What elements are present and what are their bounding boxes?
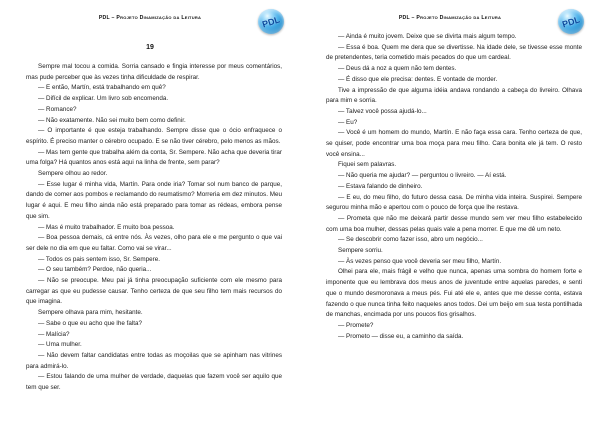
paragraph: — Prometa que não me deixará partir desse mundo sem ver meu filho estabelecido com uma boa mulher, dessas pelas quais vale a pena morrer. E que me dê um neto. [326,214,582,233]
paragraph: — Esse lugar é minha vida, Martín. Para onde iria? Tomar sol num banco de parque, dando de comer aos pombos e reclamando do reumatismo? Morreria em dez minutos. Meu lugar é aqui. E meu filho ainda não está preparado para tomar as rédeas, embora pense que sim. [26,180,282,220]
paragraph: — O seu também? Perdoe, não queria... [38,266,152,274]
paragraph: — O importante é que esteja trabalhando. Sempre disse que o ócio enfraquece o espírito. É preciso manter o cérebro ocupado. E se não tiver cérebro, pelo menos as mãos. [26,127,282,145]
pdl-logo-icon [258,9,284,34]
paragraph: — Promete? [338,321,374,329]
page-header [0,15,300,21]
paragraph: — E então, Martín, está trabalhando em quê? [38,84,166,92]
page-body-right [326,32,582,342]
paragraph: — Ainda é muito jovem. Deixe que se divirta mais algum tempo. [338,33,517,40]
header-title: PDL – Projeto Dinamização da Leitura [398,15,502,21]
paragraph: — Mas é muito trabalhador. E muito boa pessoa. [38,223,175,231]
pdl-logo-icon [558,9,584,34]
paragraph: — Malícia? [38,330,70,338]
page-body-left [26,62,282,394]
paragraph: Sempre mal tocou a comida. Sorria cansado e fingia interesse por meus comentários, mas pude perceber que às vezes tinha dificuldade de respirar. [26,63,282,81]
paragraph: — Sabe o que eu acho que lhe falta? [38,319,142,327]
paragraph: Sempere sorriu. [338,247,383,255]
paragraph: — É disso que ele precisa: dentes. E vontade de morder. [338,75,498,83]
paragraph: — Estou falando de uma mulher de verdade, daquelas que fazem você ser aquilo que tem que ser. [26,373,282,392]
paragraph: Olhei para ele, mais frágil e velho que nunca, apenas uma sombra do homem forte e imponente que eu lembrava dos meus anos de juventude entre aquelas paredes, e senti que o mundo desmoronava a meus pés. Fui até ele e, antes que me desse conta, estava fazendo o que nunca tinha feito naqueles anos todos. Dei um beijo em sua testa pontilhada de manchas, encimada por uns poucos fios grisalhos. [326,268,582,319]
paragraph: Tive a impressão de que alguma idéia andava rondando a cabeça do livreiro. Olhava para mim e sorria. [326,86,582,105]
paragraph: — Não se preocupe. Meu pai já tinha preocupação suficiente com ele mesmo para carregar as que eu pudesse causar. Tenho certeza de que seu filho tem mais recursos do que imagina. [26,277,282,306]
pdl-logo-label: PDL [260,13,282,30]
paragraph: — Estava falando de dinheiro. [338,182,423,190]
paragraph: Sempere olhou ao redor. [38,170,108,178]
paragraph: — E eu, do meu filho, do futuro dessa casa. De minha vida inteira. Suspirei. Sempere segurou minha mão e apertou com o pouco de força que lhe restava. [326,193,582,212]
paragraph: — Talvez você possa ajudá-lo... [338,107,427,115]
paragraph: — Você é um homem do mundo, Martín. E não faça essa cara. Tenho certeza de que, se quiser, pode encontrar uma boa moça para meu filho. Cara bonita ele já tem. O resto você ensina... [326,129,582,158]
pdl-logo-label: PDL [560,13,582,30]
paragraph: — Não devem faltar candidatas entre todas as moçoilas que se apinham nas vitrines para admirá-lo. [26,351,282,370]
paragraph: — Boa pessoa demais, cá entre nós. Às vezes, olho para ele e me pergunto o que vai ser dele no dia em que eu faltar. Como vai se virar... [26,234,282,252]
paragraph: — Eu? [338,118,358,126]
paragraph: — Não queria me ajudar? — perguntou o livreiro. — Aí está. [338,172,507,180]
paragraph: — Romance? [38,105,77,113]
paragraph: — Todos os pais sentem isso, Sr. Sempere. [38,255,161,263]
paragraph: Fiquei sem palavras. [338,161,397,169]
page-header [300,15,600,21]
paragraph: Sempere olhava para mim, hesitante. [38,309,143,317]
page-right [300,0,600,424]
page-number: 19 [146,44,154,51]
paragraph: — Às vezes penso que você deveria ser meu filho, Martín. [338,257,502,265]
paragraph: — Se descobrir como fazer isso, abro um negócio... [338,236,483,244]
paragraph: — Prometo — disse eu, a caminho da saída. [338,332,464,340]
paragraph: — Difícil de explicar. Um livro sob encomenda. [38,95,169,103]
paragraph: — Mas tem gente que trabalha além da conta, Sr. Sempere. Não acha que deveria tirar uma folga? Há quantos anos está aqui na linha de frente, sem parar? [26,148,282,167]
paragraph: — Deus dá a noz a quem não tem dentes. [338,65,457,73]
paragraph: — Essa é boa. Quem me dera que se divertisse. Na idade dele, se tivesse esse monte de pretendentes, teria cometido mais pecados do que um cardeal. [326,43,582,62]
paragraph: — Uma mulher. [38,341,82,349]
paragraph: — Não exatamente. Não sei muito bem como definir. [38,116,186,124]
header-title: PDL – Projeto Dinamização da Leitura [98,15,202,21]
